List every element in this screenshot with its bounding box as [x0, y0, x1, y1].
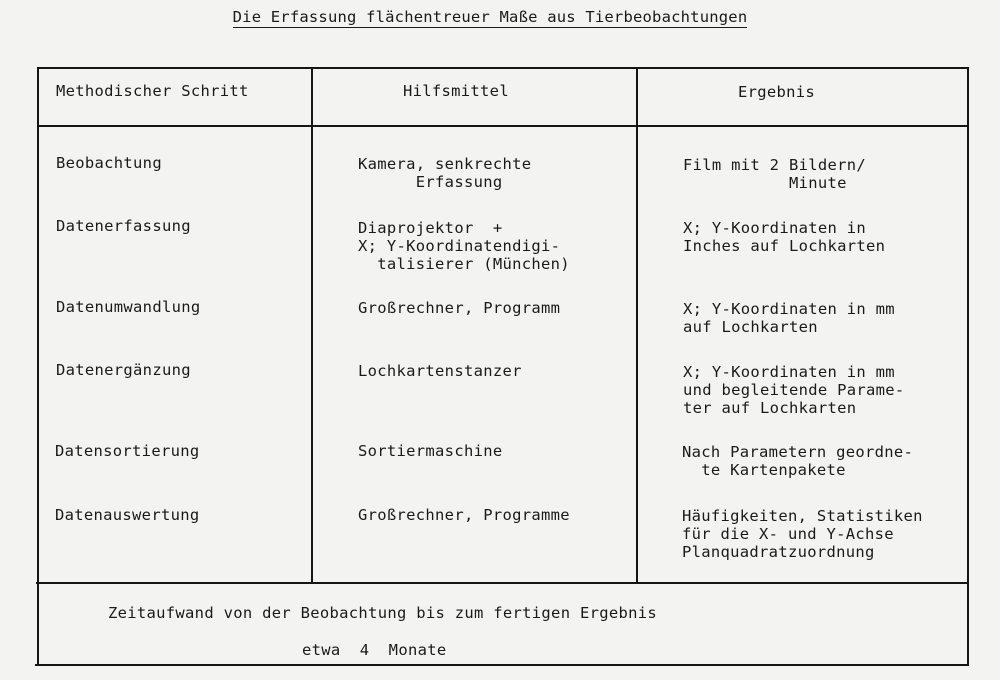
cell-result: Nach Parametern geordne- te Kartenpakete	[682, 443, 914, 479]
table-border-bottom	[35, 664, 969, 666]
header-ergebnis: Ergebnis	[738, 83, 816, 101]
cell-step: Datensortierung	[55, 442, 200, 460]
header-hilfsmittel: Hilfsmittel	[403, 82, 509, 100]
cell-tool: Sortiermaschine	[358, 442, 503, 460]
document-title	[0, 8, 980, 26]
cell-tool: Lochkartenstanzer	[358, 362, 522, 380]
cell-step: Datenerfassung	[56, 217, 191, 235]
cell-result: X; Y-Koordinaten in mm und begleitende Parame- ter auf Lochkarten	[683, 363, 905, 417]
cell-tool: Kamera, senkrechte Erfassung	[358, 155, 532, 191]
table-border-top	[38, 67, 969, 69]
footer-time-effort: Zeitaufwand von der Beobachtung bis zum fertigen Ergebnis	[108, 604, 658, 622]
header-methodischer-schritt: Methodischer Schritt	[56, 82, 249, 100]
cell-step: Datenumwandlung	[56, 298, 201, 316]
cell-tool: Großrechner, Programme	[358, 506, 570, 524]
cell-result: Häufigkeiten, Statistiken für die X- und Y-Achse Planquadratzuordnung	[682, 507, 923, 561]
cell-result: X; Y-Koordinaten in Inches auf Lochkarten	[683, 219, 886, 255]
document-title-text: Die Erfassung flächentreuer Maße aus Tierbeobachtungen	[232, 8, 748, 26]
table-border-right	[967, 67, 969, 666]
cell-step: Datenergänzung	[56, 361, 191, 379]
column-divider-2	[636, 67, 638, 584]
cell-step: Beobachtung	[56, 154, 162, 172]
cell-result: X; Y-Koordinaten in mm auf Lochkarten	[683, 300, 895, 336]
header-divider	[38, 125, 969, 127]
cell-tool: Diaprojektor + X; Y-Koordinatendigi- talisierer (München)	[358, 219, 570, 273]
column-divider-1	[311, 67, 313, 584]
table-border-left	[37, 67, 39, 666]
footer-divider	[36, 582, 969, 584]
cell-step: Datenauswertung	[55, 506, 200, 524]
cell-tool: Großrechner, Programm	[358, 299, 561, 317]
footer-duration: etwa 4 Monate	[302, 641, 447, 659]
cell-result: Film mit 2 Bildern/ Minute	[683, 156, 867, 192]
